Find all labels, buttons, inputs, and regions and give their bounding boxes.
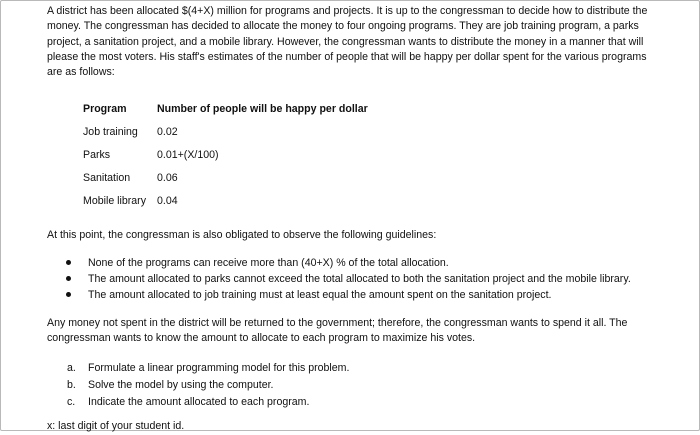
program-name: Mobile library xyxy=(83,195,146,208)
guideline-text: The amount allocated to parks cannot exceed the total allocated to both the sanitation project and the mobile library. xyxy=(88,272,631,285)
program-name: Sanitation xyxy=(83,172,131,185)
program-name: Parks xyxy=(83,149,111,162)
program-value: 0.01+(X/100) xyxy=(157,149,219,162)
header-happy-per-dollar: Number of people will be happy per dollar xyxy=(157,103,368,116)
program-name: Job training xyxy=(83,126,138,139)
tasks-list xyxy=(47,360,662,411)
table-header-row xyxy=(83,98,368,121)
task-marker: b. xyxy=(67,379,76,392)
table-row xyxy=(83,190,368,213)
bullet-icon xyxy=(66,292,71,297)
header-program: Program xyxy=(83,103,127,116)
table-row xyxy=(83,167,368,190)
guideline-text: None of the programs can receive more than (40+X) % of the total allocation. xyxy=(88,256,449,269)
intro-paragraph: A district has been allocated $(4+X) million for programs and projects. It is up to the congressman to decide how to distribute the money. The congressman has decided to allocate the money to four ongoing programs. They are job training program, a parks project, a sanitation project, and a mobile library. However, the congressman wants to distribute the money in a manner that will please the most voters. His staff's estimates of the number of people that will be happy per dollar spent for the various programs are as follows: xyxy=(47,5,648,79)
list-item xyxy=(47,287,662,303)
task-marker: a. xyxy=(67,362,76,375)
guideline-text: The amount allocated to job training must at least equal the amount spent on the sanitation project. xyxy=(88,288,552,301)
programs-table xyxy=(83,98,368,213)
student-id-note: x: last digit of your student id. xyxy=(47,420,185,433)
list-item xyxy=(47,377,662,394)
list-item xyxy=(47,394,662,411)
list-item xyxy=(47,255,662,271)
list-item xyxy=(47,271,662,287)
program-value: 0.02 xyxy=(157,126,178,139)
task-text: Solve the model by using the computer. xyxy=(88,379,274,392)
program-value: 0.06 xyxy=(157,172,178,185)
bullet-icon xyxy=(66,276,71,281)
guidelines-intro: At this point, the congressman is also obligated to observe the following guidelines: xyxy=(47,229,437,242)
task-text: Indicate the amount allocated to each program. xyxy=(88,396,310,409)
task-text: Formulate a linear programming model for this problem. xyxy=(88,362,350,375)
bullet-icon xyxy=(66,260,71,265)
money-paragraph: Any money not spent in the district will be returned to the government; therefore, the congressman wants to spend it all. The congressman wants to know the amount to allocate to each program to maximize his votes. xyxy=(47,316,628,345)
task-marker: c. xyxy=(67,396,76,409)
program-value: 0.04 xyxy=(157,195,178,208)
list-item xyxy=(47,360,662,377)
table-row xyxy=(83,121,368,144)
document-content xyxy=(47,4,662,435)
guidelines-list xyxy=(47,255,662,303)
table-row xyxy=(83,144,368,167)
